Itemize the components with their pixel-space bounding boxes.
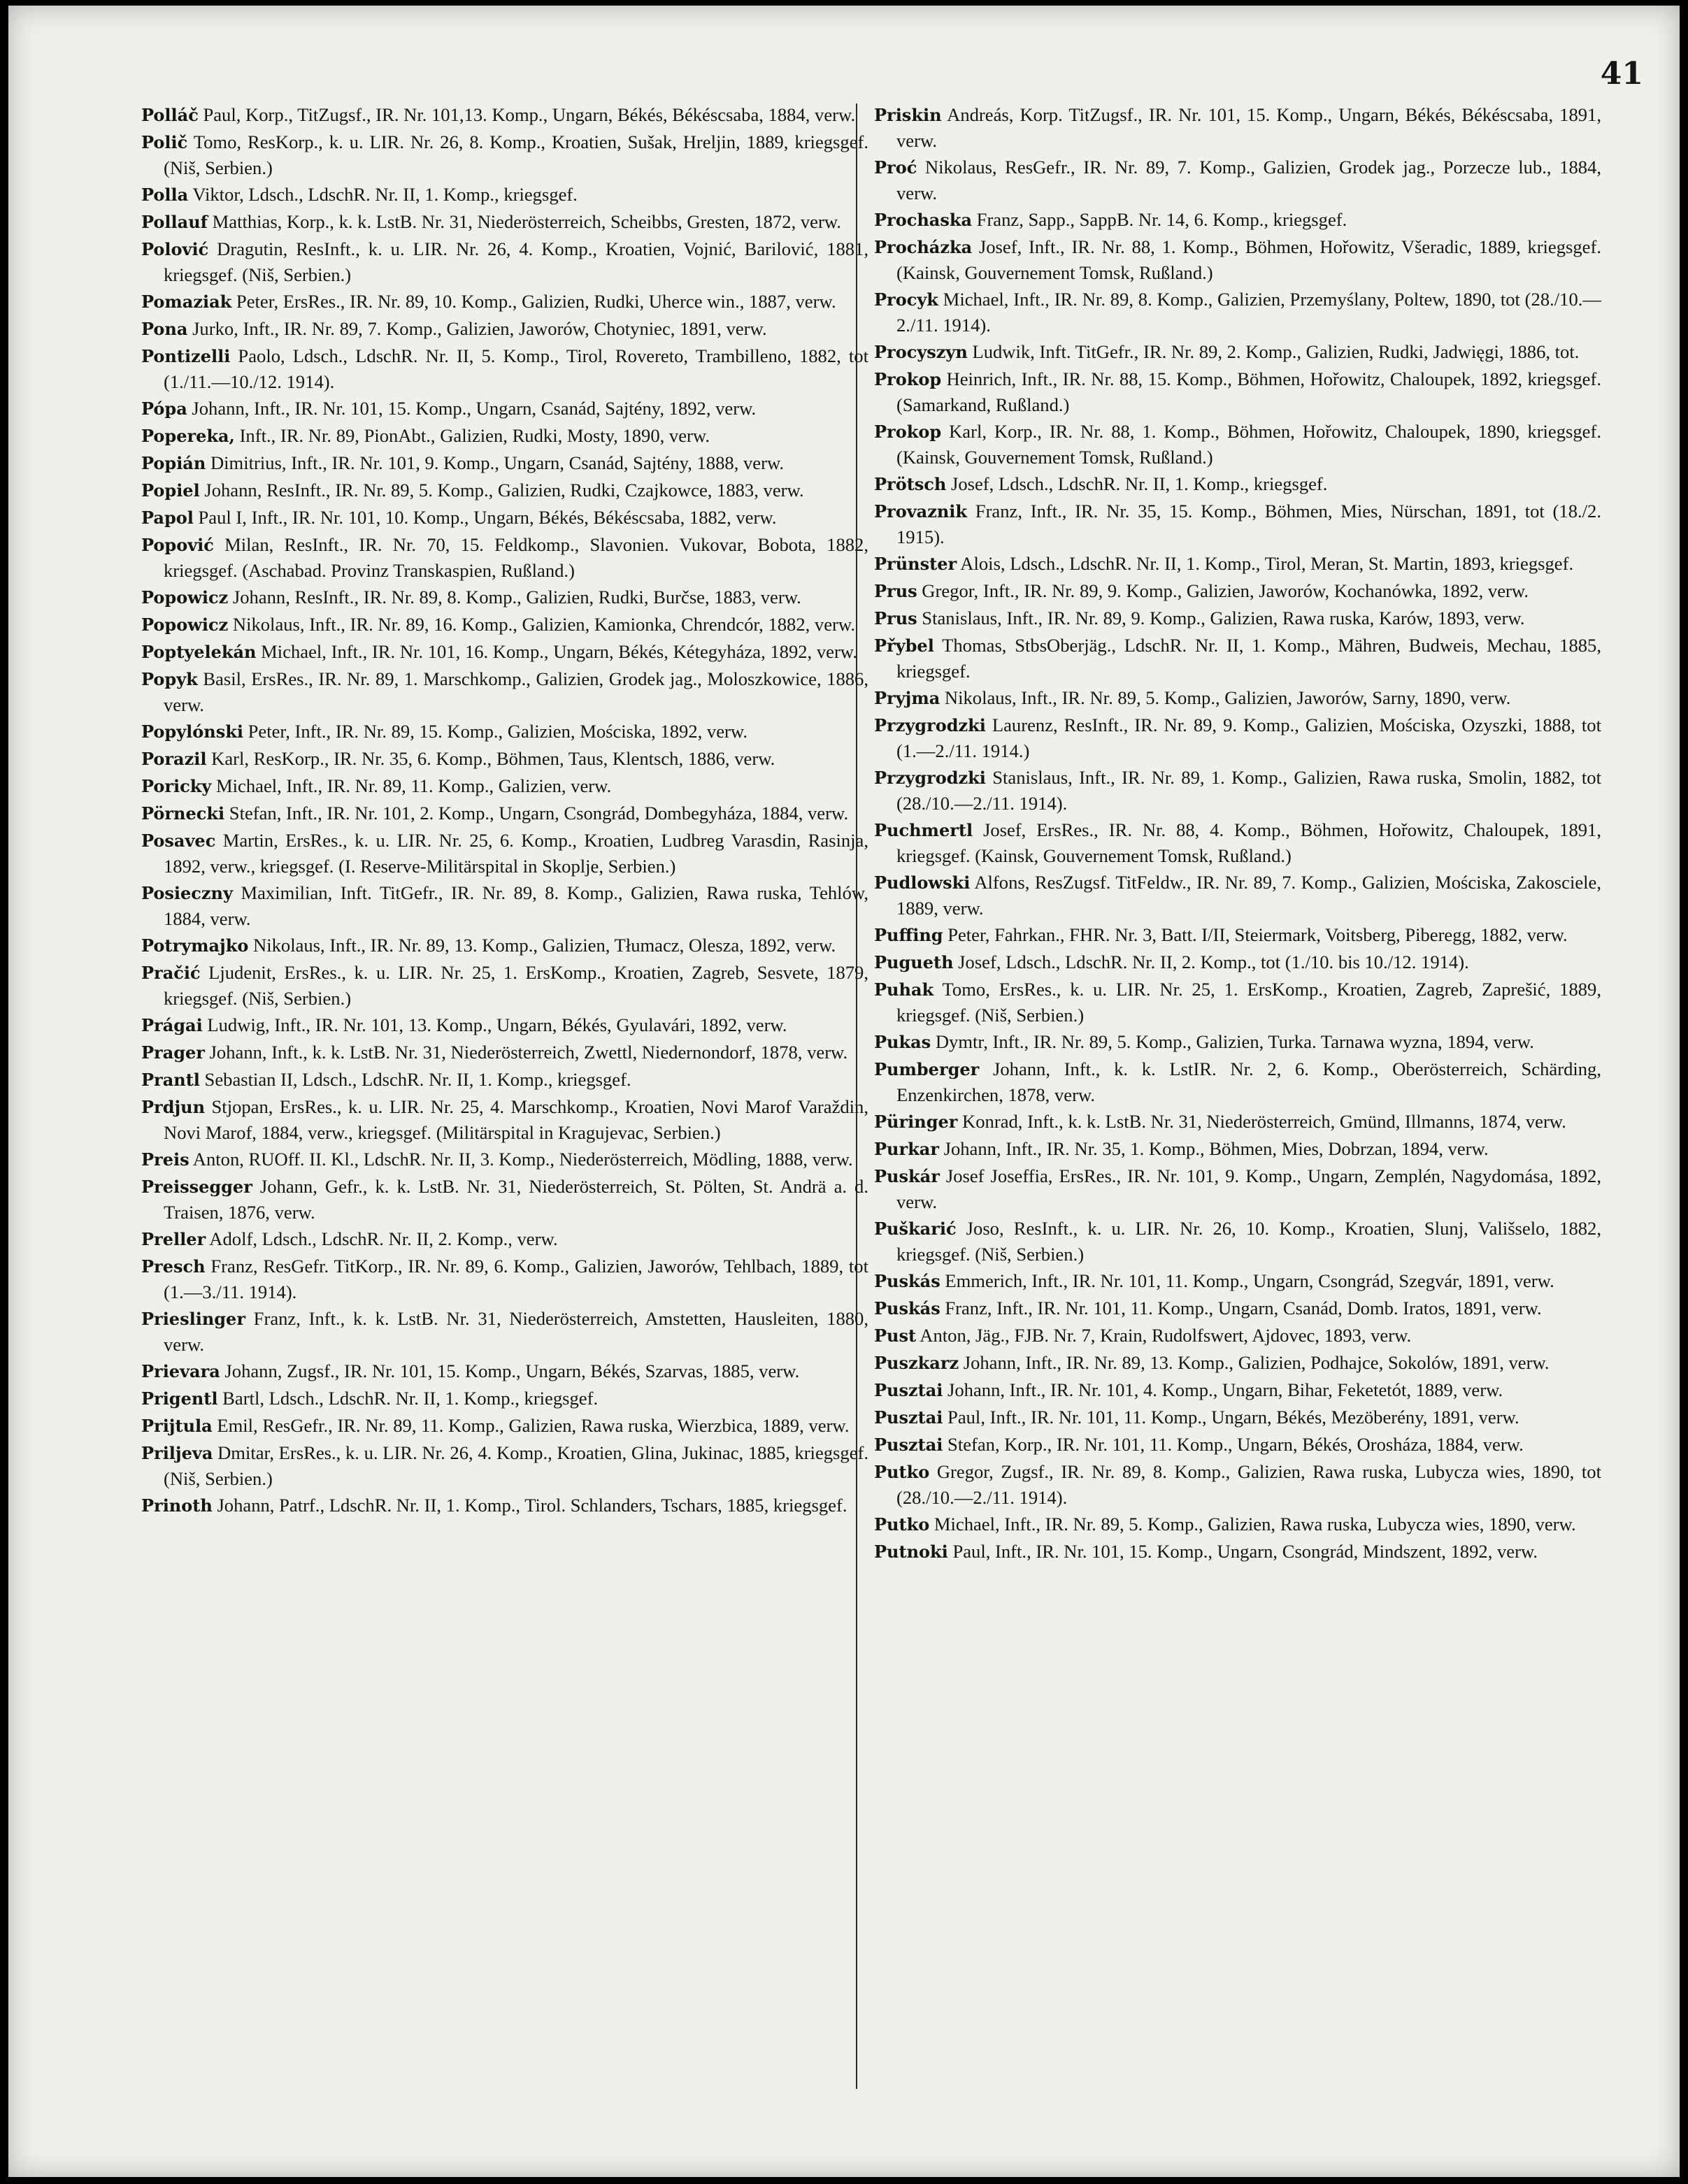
casualty-entry <box>874 234 1601 285</box>
casualty-entry <box>874 1511 1601 1537</box>
entry-surname: Puhak <box>874 979 934 1000</box>
casualty-entry <box>874 977 1601 1028</box>
casualty-entry <box>141 343 868 394</box>
entry-details: Franz, Inft., IR. Nr. 101, 11. Komp., Ungarn, Csanád, Domb. Iratos, 1891, verw. <box>940 1298 1542 1319</box>
casualty-entry <box>141 1253 868 1305</box>
entry-details: Dmitar, ErsRes., k. u. LIR. Nr. 26, 4. Komp., Kroatien, Glina, Jukinac, 1885, kriegsgef. (Niš, Serbien.) <box>164 1442 868 1489</box>
entry-surname: Prinoth <box>141 1495 213 1516</box>
entry-surname: Posieczny <box>141 883 233 903</box>
entry-surname: Prochaska <box>874 210 973 230</box>
casualty-entry <box>874 870 1601 921</box>
entry-details: Karl, Korp., IR. Nr. 88, 1. Komp., Böhmen, Hořowitz, Chaloupek, 1890, kriegsgef. (Kainsk, Gouvernement Tomsk, Rußland.) <box>896 421 1601 468</box>
casualty-entry <box>141 1493 868 1518</box>
casualty-entry <box>141 450 868 476</box>
entry-surname: Presch <box>141 1256 206 1277</box>
entry-details: Michael, Inft., IR. Nr. 89, 11. Komp., Galizien, verw. <box>211 775 612 796</box>
casualty-entry <box>874 633 1601 684</box>
casualty-entry <box>141 1440 868 1491</box>
casualty-entry <box>141 933 868 958</box>
casualty-entry <box>874 922 1601 948</box>
entry-surname: Pusztai <box>874 1407 943 1428</box>
casualty-entry <box>141 1067 868 1093</box>
entry-details: Johann, Inft., k. k. LstIR. Nr. 2, 6. Komp., Oberösterreich, Schärding, Enzenkirchen, 1878, verw. <box>896 1058 1601 1105</box>
casualty-entry <box>874 471 1601 497</box>
entry-details: Anton, Jäg., FJB. Nr. 7, Krain, Rudolfswert, Ajdovec, 1893, verw. <box>916 1325 1412 1346</box>
casualty-entry <box>141 1413 868 1439</box>
entry-details: Franz, Sapp., SappB. Nr. 14, 6. Komp., kriegsgef. <box>972 209 1347 230</box>
entry-details: Dragutin, ResInft., k. u. LIR. Nr. 26, 4. Komp., Kroatien, Vojnić, Barilović, 1881, kriegsgef. (Niš, Serbien.) <box>164 238 868 285</box>
entry-details: Josef Joseffia, ErsRes., IR. Nr. 101, 9. Komp., Ungarn, Zemplén, Nagydomása, 1892, verw. <box>896 1165 1601 1212</box>
casualty-entry <box>141 1226 868 1252</box>
entry-details: Laurenz, ResInft., IR. Nr. 89, 9. Komp., Galizien, Mościska, Ozyszki, 1888, tot (1.—2./11. 1914.) <box>896 714 1601 761</box>
entry-details: Alfons, ResZugsf. TitFeldw., IR. Nr. 89, 7. Komp., Galizien, Mościska, Zakosciele, 1889, verw. <box>896 872 1601 919</box>
entry-details: Stefan, Inft., IR. Nr. 101, 2. Komp., Ungarn, Csongrád, Dombegyháza, 1884, verw. <box>224 803 849 824</box>
casualty-entry <box>141 423 868 449</box>
entry-details: Matthias, Korp., k. k. LstB. Nr. 31, Niederösterreich, Scheibbs, Gresten, 1872, verw. <box>207 211 841 232</box>
entry-details: Michael, Inft., IR. Nr. 101, 16. Komp., Ungarn, Békés, Kétegyháza, 1892, verw. <box>256 641 857 662</box>
casualty-entry <box>874 1377 1601 1403</box>
entry-surname: Puskás <box>874 1298 940 1319</box>
entry-surname: Pryjma <box>874 688 940 708</box>
entry-details: Johann, Inft., IR. Nr. 35, 1. Komp., Böhmen, Mies, Dobrzan, 1894, verw. <box>938 1138 1489 1159</box>
entry-details: Peter, Fahrkan., FHR. Nr. 3, Batt. I/II, Steiermark, Voitsberg, Piberegg, 1882, verw. <box>943 924 1568 945</box>
entry-surname: Püringer <box>874 1112 958 1132</box>
entry-surname: Polović <box>141 239 209 259</box>
casualty-entry <box>874 1295 1601 1321</box>
entry-surname: Procházka <box>874 237 973 257</box>
entry-surname: Popović <box>141 535 214 555</box>
entry-surname: Pörnecki <box>141 803 225 824</box>
casualty-entry <box>874 1404 1601 1430</box>
entry-details: Karl, ResKorp., IR. Nr. 35, 6. Komp., Böhmen, Taus, Klentsch, 1886, verw. <box>206 748 775 769</box>
casualty-entry <box>874 1539 1601 1565</box>
entry-surname: Prus <box>874 608 917 628</box>
entry-surname: Puškarić <box>874 1219 957 1239</box>
casualty-entry <box>874 765 1601 816</box>
entry-details: Johann, Patrf., LdschR. Nr. II, 1. Komp., Tirol. Schlanders, Tschars, 1885, kriegsgef. <box>212 1495 847 1516</box>
casualty-entry <box>874 339 1601 365</box>
casualty-entry <box>141 960 868 1011</box>
casualty-entry <box>141 316 868 342</box>
entry-details: Johann, Inft., IR. Nr. 89, 13. Komp., Galizien, Podhajce, Sokolów, 1891, verw. <box>959 1352 1550 1373</box>
entry-details: Nikolaus, Inft., IR. Nr. 89, 16. Komp., Galizien, Kamionka, Chrendcór, 1882, verw. <box>228 614 856 635</box>
entry-details: Paul I, Inft., IR. Nr. 101, 10. Komp., Ungarn, Békés, Békéscsaba, 1882, verw. <box>193 507 777 528</box>
entry-surname: Pukas <box>874 1032 931 1052</box>
entry-details: Johann, Inft., k. k. LstB. Nr. 31, Niederösterreich, Zwettl, Niedernondorf, 1878, verw. <box>204 1042 848 1063</box>
entry-details: Johann, ResInft., IR. Nr. 89, 5. Komp., Galizien, Rudki, Czajkowce, 1883, verw. <box>199 480 804 501</box>
casualty-entry <box>141 1358 868 1384</box>
entry-details: Bartl, Ldsch., LdschR. Nr. II, 1. Komp., kriegsgef. <box>217 1388 599 1409</box>
casualty-entry <box>874 419 1601 470</box>
casualty-entry <box>141 1306 868 1357</box>
entry-surname: Prager <box>141 1042 205 1063</box>
casualty-entry <box>141 477 868 503</box>
entry-details: Joso, ResInft., k. u. LIR. Nr. 26, 10. Komp., Kroatien, Slunj, Vališselo, 1882, kriegsgef. (Niš, Serbien.) <box>896 1218 1601 1265</box>
entry-details: Ljudenit, ErsRes., k. u. LIR. Nr. 25, 1. ErsKomp., Kroatien, Zagreb, Sesvete, 1879, kriegsgef. (Niš, Serbien.) <box>164 962 868 1009</box>
entry-surname: Prilјeva <box>141 1443 213 1463</box>
casualty-entry <box>141 289 868 315</box>
entry-details: Stanislaus, Inft., IR. Nr. 89, 1. Komp., Galizien, Rawa ruska, Smolin, 1882, tot (28./10.—2./11. 1914). <box>896 767 1601 814</box>
entry-details: Adolf, Ldsch., LdschR. Nr. II, 2. Komp., verw. <box>206 1228 558 1249</box>
casualty-entry <box>141 1040 868 1065</box>
casualty-entry <box>874 498 1601 549</box>
entry-surname: Pomaziak <box>141 292 232 312</box>
casualty-entry <box>141 1012 868 1038</box>
casualty-entry <box>874 551 1601 577</box>
entry-surname: Pusztai <box>874 1380 943 1400</box>
entry-surname: Prdjun <box>141 1097 206 1117</box>
casualty-entry <box>141 880 868 931</box>
entry-details: Thomas, StbsOberjäg., LdschR. Nr. II, 1. Komp., Mähren, Budweis, Mechau, 1885, kriegsgef. <box>896 635 1601 682</box>
entry-surname: Prokop <box>874 422 942 442</box>
entry-surname: Prus <box>874 581 917 601</box>
entry-details: Andreás, Korp. TitZugsf., IR. Nr. 101, 15. Komp., Ungarn, Békés, Békéscsaba, 1891, verw. <box>896 104 1601 151</box>
entry-surname: Pračić <box>141 963 201 983</box>
casualty-entry <box>141 584 868 610</box>
entry-surname: Popylónski <box>141 721 243 742</box>
entry-details: Michael, Inft., IR. Nr. 89, 8. Komp., Galizien, Przemyślany, Poltew, 1890, tot (28./10.—2./11. 1914). <box>896 289 1601 336</box>
entry-details: Peter, Inft., IR. Nr. 89, 15. Komp., Galizien, Mościska, 1892, verw. <box>243 721 748 742</box>
casualty-entry <box>141 532 868 583</box>
casualty-entry <box>141 1094 868 1145</box>
casualty-entry <box>874 1350 1601 1376</box>
entry-details: Gregor, Inft., IR. Nr. 89, 9. Komp., Galizien, Jaworów, Kochanówka, 1892, verw. <box>917 580 1529 601</box>
entry-surname: Provaznik <box>874 501 968 522</box>
entry-details: Martin, ErsRes., k. u. LIR. Nr. 25, 6. Komp., Kroatien, Ludbreg Varasdin, Rasinja, 1892, verw., kriegsgef. (I. Reserve-Militärspital in Skoplje, Serbien.) <box>164 830 868 877</box>
entry-details: Franz, ResGefr. TitKorp., IR. Nr. 89, 6. Komp., Galizien, Jaworów, Tehlbach, 1889, tot (1.—3./11. 1914). <box>164 1256 868 1302</box>
entry-details: Johann, ResInft., IR. Nr. 89, 8. Komp., Galizien, Rudki, Burčse, 1883, verw. <box>228 587 801 608</box>
entry-details: Peter, ErsRes., IR. Nr. 89, 10. Komp., Galizien, Rudki, Uherce win., 1887, verw. <box>231 291 836 312</box>
casualty-entry <box>141 746 868 772</box>
entry-surname: Pudlowski <box>874 872 971 893</box>
entry-surname: Puszkarz <box>874 1353 959 1373</box>
entry-details: Maximilian, Inft. TitGefr., IR. Nr. 89, 8. Komp., Galizien, Rawa ruska, Tehlów, 1884, verw. <box>164 882 868 929</box>
entry-surname: Prokop <box>874 369 942 389</box>
casualty-entry <box>141 773 868 799</box>
entry-surname: Poricky <box>141 776 212 796</box>
entry-surname: Popowicz <box>141 587 229 608</box>
entry-surname: Pópa <box>141 398 187 419</box>
casualty-entry <box>141 666 868 717</box>
right-column <box>874 102 1601 1566</box>
entry-surname: Polla <box>141 185 189 205</box>
entry-details: Anton, RUOff. II. Kl., LdschR. Nr. II, 3. Komp., Niederösterreich, Mödling, 1888, verw. <box>189 1149 853 1170</box>
casualty-entry <box>874 207 1601 233</box>
entry-surname: Putnoki <box>874 1542 948 1562</box>
entry-surname: Putko <box>874 1514 930 1535</box>
casualty-entry <box>874 287 1601 338</box>
entry-surname: Purkar <box>874 1139 939 1159</box>
casualty-entry <box>874 1109 1601 1135</box>
casualty-entry <box>874 712 1601 763</box>
entry-surname: Pontizelli <box>141 346 231 366</box>
left-column <box>141 102 868 1520</box>
entry-surname: Pugueth <box>874 952 954 972</box>
entry-surname: Puskár <box>874 1166 940 1186</box>
casualty-entry <box>874 1163 1601 1214</box>
casualty-entry <box>874 578 1601 604</box>
entry-surname: Preis <box>141 1149 189 1170</box>
entry-surname: Popowicz <box>141 615 229 635</box>
casualty-entry <box>874 1029 1601 1055</box>
entry-surname: Přybel <box>874 635 934 656</box>
entry-details: Johann, Gefr., k. k. LstB. Nr. 31, Niederösterreich, St. Pölten, St. Andrä a. d. Traisen, 1876, verw. <box>164 1176 868 1223</box>
entry-details: Josef, Ldsch., LdschR. Nr. II, 1. Komp., kriegsgef. <box>946 473 1328 494</box>
entry-details: Josef, ErsRes., IR. Nr. 88, 4. Komp., Böhmen, Hořowitz, Chaloupek, 1891, kriegsgef. (Kainsk, Gouvernement Tomsk, Rußland.) <box>896 819 1601 866</box>
page-number: 41 <box>1600 56 1643 92</box>
entry-details: Tomo, ErsRes., k. u. LIR. Nr. 25, 1. ErsKomp., Kroatien, Zagreb, Zaprešić, 1889, kriegsgef. (Niš, Serbien.) <box>896 979 1601 1026</box>
entry-surname: Pusztai <box>874 1435 943 1455</box>
entry-surname: Puchmertl <box>874 820 973 840</box>
entry-surname: Polič <box>141 132 188 152</box>
casualty-entry <box>874 685 1601 711</box>
casualty-entry <box>874 605 1601 631</box>
entry-details: Milan, ResInft., IR. Nr. 70, 15. Feldkomp., Slavonien. Vukovar, Bobota, 1882, kriegsgef. (Aschabad. Provinz Transkaspien, Rußland.) <box>164 534 868 581</box>
casualty-entry <box>141 505 868 531</box>
entry-surname: Pust <box>874 1326 917 1346</box>
entry-details: Franz, Inft., k. k. LstB. Nr. 31, Niederösterreich, Amstetten, Hausleiten, 1880, verw. <box>164 1308 868 1355</box>
entry-surname: Preller <box>141 1229 206 1249</box>
casualty-entry <box>141 1147 868 1172</box>
entry-details: Nikolaus, Inft., IR. Nr. 89, 5. Komp., Galizien, Jaworów, Sarny, 1890, verw. <box>940 687 1511 708</box>
entry-details: Stjopan, ErsRes., k. u. LIR. Nr. 25, 4. Marschkomp., Kroatien, Novi Marof Varaždin, Novi Marof, 1884, verw., kriegsgef. (Militärspital in Kragujevac, Serbien.) <box>164 1096 868 1143</box>
entry-surname: Procyk <box>874 289 938 310</box>
entry-surname: Przygrodzki <box>874 715 986 735</box>
entry-surname: Pumberger <box>874 1059 980 1079</box>
entry-details: Nikolaus, Inft., IR. Nr. 89, 13. Komp., Galizien, Tłumacz, Olesza, 1892, verw. <box>248 935 836 956</box>
entry-surname: Porazil <box>141 749 207 769</box>
casualty-entry <box>141 1386 868 1411</box>
entry-details: Emmerich, Inft., IR. Nr. 101, 11. Komp., Ungarn, Csongrád, Szegvár, 1891, verw. <box>940 1270 1554 1291</box>
casualty-entry <box>141 182 868 208</box>
entry-details: Konrad, Inft., k. k. LstB. Nr. 31, Niederösterreich, Gmünd, Illmanns, 1874, verw. <box>957 1111 1566 1132</box>
casualty-entry <box>874 1216 1601 1267</box>
entry-surname: Prágai <box>141 1015 203 1035</box>
entry-surname: Polláč <box>141 105 199 125</box>
entry-details: Paul, Korp., TitZugsf., IR. Nr. 101,13. Komp., Ungarn, Békés, Békéscsaba, 1884, verw. <box>198 104 856 125</box>
entry-surname: Prünster <box>874 554 957 574</box>
entry-details: Ludwik, Inft. TitGefr., IR. Nr. 89, 2. Komp., Galizien, Rudki, Jadwięgi, 1886, tot. <box>967 341 1580 362</box>
entry-details: Josef, Ldsch., LdschR. Nr. II, 2. Komp., tot (1./10. bis 10./12. 1914). <box>953 951 1469 972</box>
casualty-entry <box>874 1268 1601 1294</box>
entry-details: Stefan, Korp., IR. Nr. 101, 11. Komp., Ungarn, Békés, Orosháza, 1884, verw. <box>943 1434 1524 1455</box>
casualty-entry <box>141 612 868 638</box>
entry-details: Michael, Inft., IR. Nr. 89, 5. Komp., Galizien, Rawa ruska, Lubycza wies, 1890, verw. <box>929 1514 1576 1535</box>
casualty-entry <box>874 1056 1601 1107</box>
entry-surname: Papol <box>141 508 194 528</box>
entry-details: Paul, Inft., IR. Nr. 101, 11. Komp., Ungarn, Békés, Mezöberény, 1891, verw. <box>943 1407 1519 1428</box>
entry-details: Sebastian II, Ldsch., LdschR. Nr. II, 1. Komp., kriegsgef. <box>199 1069 631 1090</box>
casualty-entry <box>874 817 1601 868</box>
casualty-entry <box>874 949 1601 975</box>
entry-surname: Popián <box>141 453 206 473</box>
entry-details: Heinrich, Inft., IR. Nr. 88, 15. Komp., Böhmen, Hořowitz, Chaloupek, 1892, kriegsgef. (Samarkand, Rußland.) <box>896 368 1601 415</box>
entry-surname: Prievara <box>141 1361 220 1381</box>
casualty-entry <box>141 828 868 879</box>
casualty-entry <box>141 719 868 745</box>
entry-details: Johann, Inft., IR. Nr. 101, 15. Komp., Ungarn, Csanád, Sajtény, 1892, verw. <box>187 398 757 419</box>
casualty-entry <box>874 366 1601 417</box>
entry-surname: Prigentl <box>141 1388 218 1409</box>
entry-surname: Proć <box>874 157 917 178</box>
entry-details: Jurko, Inft., IR. Nr. 89, 7. Komp., Galizien, Jaworów, Chotyniec, 1891, verw. <box>187 318 767 339</box>
casualty-entry <box>141 396 868 422</box>
entry-details: Dymtr, Inft., IR. Nr. 89, 5. Komp., Galizien, Turka. Tarnawa wyzna, 1894, verw. <box>931 1031 1534 1052</box>
entry-details: Viktor, Ldsch., LdschR. Nr. II, 1. Komp., kriegsgef. <box>188 184 578 205</box>
casualty-entry <box>141 236 868 287</box>
entry-details: Emil, ResGefr., IR. Nr. 89, 11. Komp., Galizien, Rawa ruska, Wierzbica, 1889, verw. <box>212 1415 850 1436</box>
entry-details: Johann, Inft., IR. Nr. 101, 4. Komp., Ungarn, Bihar, Feketetót, 1889, verw. <box>943 1379 1503 1400</box>
entry-surname: Puffing <box>874 925 943 945</box>
entry-details: Tomo, ResKorp., k. u. LIR. Nr. 26, 8. Komp., Kroatien, Sušak, Hreljin, 1889, kriegsgef. (Niš, Serbien.) <box>164 131 868 178</box>
entry-surname: Przygrodzki <box>874 768 986 788</box>
entry-surname: Pollauf <box>141 212 208 232</box>
entry-surname: Potrymajko <box>141 935 249 956</box>
entry-surname: Preissegger <box>141 1177 252 1197</box>
entry-details: Alois, Ldsch., LdschR. Nr. II, 1. Komp., Tirol, Meran, St. Martin, 1893, kriegsgef. <box>957 553 1574 574</box>
entry-details: Basil, ErsRes., IR. Nr. 89, 1. Marschkomp., Galizien, Grodek jag., Moloszkowice, 1886, verw. <box>164 668 868 715</box>
casualty-entry <box>141 639 868 665</box>
entry-details: Gregor, Zugsf., IR. Nr. 89, 8. Komp., Galizien, Rawa ruska, Lubycza wies, 1890, tot (28./10.—2./11. 1914). <box>896 1461 1601 1508</box>
entry-surname: Puskás <box>874 1271 940 1291</box>
casualty-entry <box>141 209 868 235</box>
entry-surname: Poptyelekán <box>141 642 257 662</box>
entry-details: Ludwig, Inft., IR. Nr. 101, 13. Komp., Ungarn, Békés, Gyulavári, 1892, verw. <box>202 1014 787 1035</box>
casualty-entry <box>874 1136 1601 1162</box>
casualty-entry <box>874 102 1601 153</box>
casualty-entry <box>874 155 1601 206</box>
entry-details: Stanislaus, Inft., IR. Nr. 89, 9. Komp., Galizien, Rawa ruska, Karów, 1893, verw. <box>917 608 1525 628</box>
casualty-entry <box>141 102 868 128</box>
entry-surname: Prijtula <box>141 1416 213 1436</box>
entry-surname: Posavec <box>141 831 216 851</box>
entry-surname: Prötsch <box>874 474 947 494</box>
scanned-page <box>8 6 1680 2177</box>
entry-details: Paolo, Ldsch., LdschR. Nr. II, 5. Komp., Tirol, Rovereto, Trambilleno, 1882, tot (1./11.—10./12. 1914). <box>164 345 868 392</box>
casualty-entry <box>141 1174 868 1225</box>
entry-details: Franz, Inft., IR. Nr. 35, 15. Komp., Böhmen, Mies, Nürschan, 1891, tot (18./2. 1915). <box>896 501 1601 547</box>
entry-details: Johann, Zugsf., IR. Nr. 101, 15. Komp., Ungarn, Békés, Szarvas, 1885, verw. <box>220 1360 800 1381</box>
casualty-entry <box>141 800 868 826</box>
entry-surname: Prantl <box>141 1070 200 1090</box>
entry-surname: Pona <box>141 319 188 339</box>
entry-details: Dimitrius, Inft., IR. Nr. 101, 9. Komp., Ungarn, Csanád, Sajtény, 1888, verw. <box>206 452 785 473</box>
entry-surname: Popereka, <box>141 426 235 446</box>
entry-surname: Putko <box>874 1462 930 1482</box>
entry-surname: Procyszyn <box>874 342 968 362</box>
casualty-entry <box>874 1459 1601 1510</box>
entry-surname: Popiel <box>141 480 200 501</box>
entry-surname: Prieslinger <box>141 1309 245 1329</box>
casualty-entry <box>874 1432 1601 1458</box>
entry-details: Nikolaus, ResGefr., IR. Nr. 89, 7. Komp., Galizien, Grodek jag., Porzecze lub., 1884, verw. <box>896 157 1601 203</box>
entry-surname: Popyk <box>141 669 198 689</box>
entry-details: Inft., IR. Nr. 89, PionAbt., Galizien, Rudki, Mosty, 1890, verw. <box>234 425 710 446</box>
entry-details: Josef, Inft., IR. Nr. 88, 1. Komp., Böhmen, Hořowitz, Všeradic, 1889, kriegsgef. (Kainsk, Gouvernement Tomsk, Rußland.) <box>896 236 1601 283</box>
casualty-entry <box>141 129 868 180</box>
entry-surname: Priskin <box>874 105 942 125</box>
casualty-entry <box>874 1323 1601 1349</box>
entry-details: Paul, Inft., IR. Nr. 101, 15. Komp., Ungarn, Csongrád, Mindszent, 1892, verw. <box>947 1541 1538 1562</box>
